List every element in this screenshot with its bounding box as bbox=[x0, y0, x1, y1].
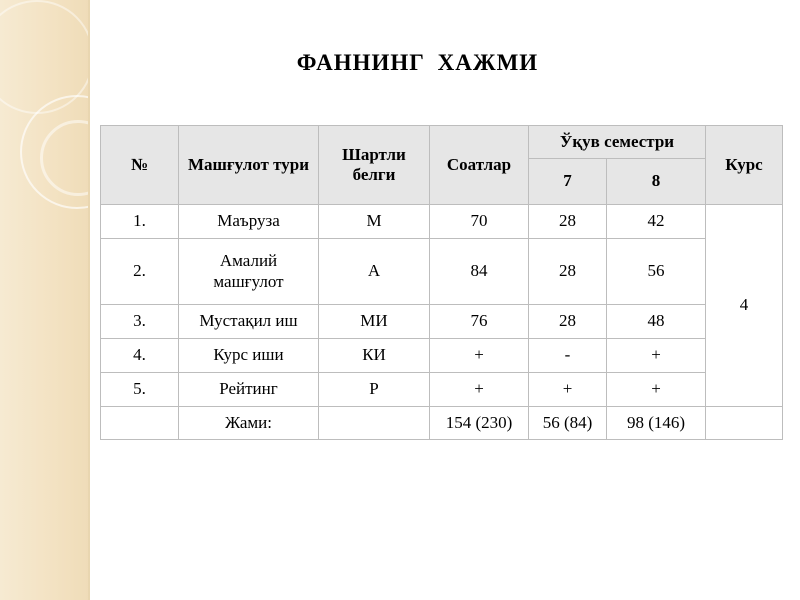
decorative-side-strip bbox=[0, 0, 90, 600]
table-row bbox=[101, 205, 783, 239]
header-hours: Соатлар bbox=[430, 126, 529, 205]
cell-hours: 76 bbox=[430, 305, 529, 339]
cell-semester-7: 28 bbox=[529, 239, 607, 305]
header-activity-type: Машғулот тури bbox=[179, 126, 319, 205]
cell-semester-7: - bbox=[529, 339, 607, 373]
total-semester-7: 56 (84) bbox=[529, 407, 607, 440]
cell-semester-7: 28 bbox=[529, 305, 607, 339]
header-semester-group: Ўқув семестри bbox=[529, 126, 706, 159]
cell-code: МИ bbox=[319, 305, 430, 339]
total-row bbox=[101, 407, 783, 440]
cell-semester-7: 28 bbox=[529, 205, 607, 239]
cell-semester-8: 42 bbox=[607, 205, 706, 239]
cell-semester-8: + bbox=[607, 373, 706, 407]
table-row bbox=[101, 339, 783, 373]
cell-code: КИ bbox=[319, 339, 430, 373]
cell-hours: 70 bbox=[430, 205, 529, 239]
header-course: Курс bbox=[706, 126, 783, 205]
cell-number: 3. bbox=[101, 305, 179, 339]
total-semester-8: 98 (146) bbox=[607, 407, 706, 440]
table-row bbox=[101, 305, 783, 339]
cell-semester-8: + bbox=[607, 339, 706, 373]
header-semester-8: 8 bbox=[607, 159, 706, 205]
cell-number: 1. bbox=[101, 205, 179, 239]
cell-semester-8: 48 bbox=[607, 305, 706, 339]
cell-semester-8: 56 bbox=[607, 239, 706, 305]
header-code: Шартли белги bbox=[319, 126, 430, 205]
cell-course-value: 4 bbox=[706, 205, 783, 407]
cell-activity-type: Маъруза bbox=[179, 205, 319, 239]
page-title: ФАННИНГ ХАЖМИ bbox=[296, 50, 539, 75]
cell-activity-type: Курс иши bbox=[179, 339, 319, 373]
table-row bbox=[101, 239, 783, 305]
total-hours: 154 (230) bbox=[430, 407, 529, 440]
cell-hours: + bbox=[430, 373, 529, 407]
cell-number: 5. bbox=[101, 373, 179, 407]
cell-code: М bbox=[319, 205, 430, 239]
cell-empty bbox=[319, 407, 430, 440]
cell-empty bbox=[706, 407, 783, 440]
table-row bbox=[101, 373, 783, 407]
total-label: Жами: bbox=[179, 407, 319, 440]
cell-number: 2. bbox=[101, 239, 179, 305]
header-semester-7: 7 bbox=[529, 159, 607, 205]
cell-empty bbox=[101, 407, 179, 440]
cell-hours: 84 bbox=[430, 239, 529, 305]
course-volume-table bbox=[100, 125, 783, 440]
cell-semester-7: + bbox=[529, 373, 607, 407]
cell-code: Р bbox=[319, 373, 430, 407]
header-number: № bbox=[101, 126, 179, 205]
cell-code: А bbox=[319, 239, 430, 305]
cell-hours: + bbox=[430, 339, 529, 373]
cell-activity-type: Мустақил иш bbox=[179, 305, 319, 339]
cell-activity-type: Рейтинг bbox=[179, 373, 319, 407]
cell-activity-type: Амалий машғулот bbox=[179, 239, 319, 305]
cell-number: 4. bbox=[101, 339, 179, 373]
